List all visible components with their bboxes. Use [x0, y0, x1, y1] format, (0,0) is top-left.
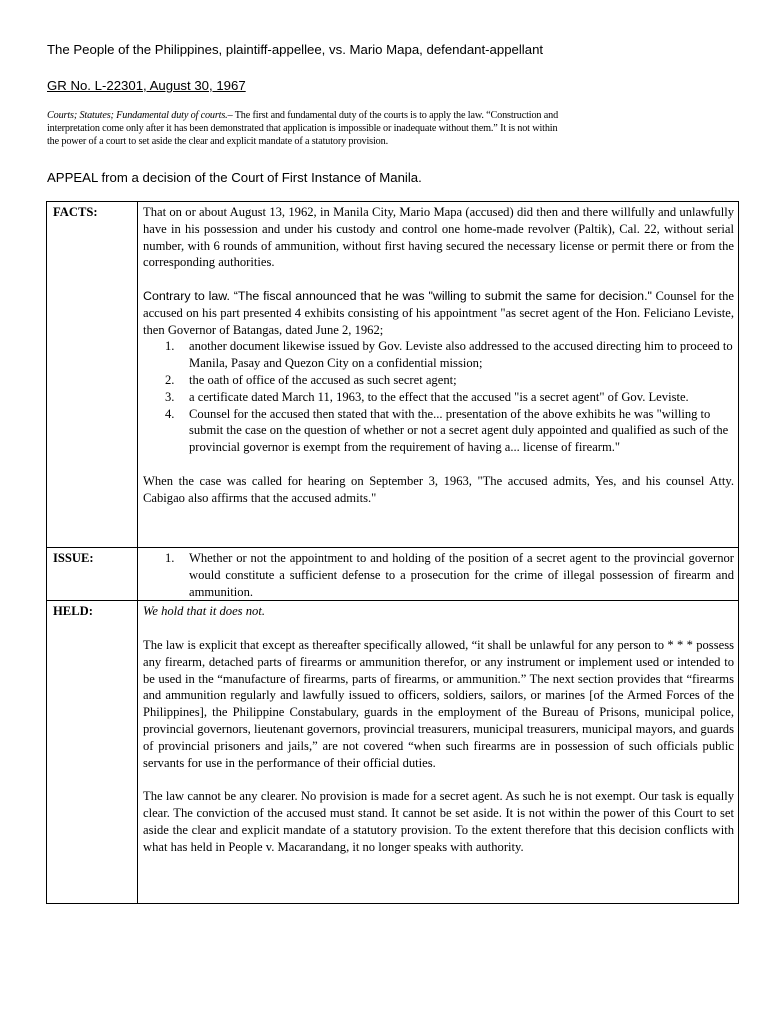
- list-text: the oath of office of the accused as such secret agent;: [189, 372, 457, 387]
- facts-paragraph: When the case was called for hearing on September 3, 1963, "The accused admits, Yes, and his counsel Atty. Cabigao also affirms that the accused admits.": [143, 473, 734, 505]
- issue-body: [138, 548, 739, 601]
- facts-label: FACTS:: [47, 202, 138, 548]
- syllabus-line: [47, 135, 747, 148]
- list-number: 3.: [165, 389, 175, 404]
- list-item: [143, 372, 734, 389]
- held-label: HELD:: [47, 601, 138, 904]
- list-item: [143, 406, 734, 456]
- list-text: another document likewise issued by Gov. Leviste also addressed to the accused directing him to proceed to Manila, Pasay and Quezon City on a confidential mission;: [189, 339, 733, 371]
- list-text: Counsel for the accused then stated that with the... presentation of the above exhibits he was "willing to submit the case on the question of whether or not a secret agent duly appointed and qualified as such of the provincial governor is exempt from the requirement of having a... license of firearm.": [189, 406, 729, 455]
- facts-exhibit-list: [143, 338, 734, 456]
- held-lead: We hold that it does not.: [143, 604, 265, 619]
- facts-paragraph: [143, 288, 734, 338]
- facts-line: Contrary to law. “The fiscal announced that he was "willing to submit the same for decision.": [143, 288, 652, 303]
- table-row-issue: [47, 548, 739, 601]
- list-text: a certificate dated March 11, 1963, to the effect that the accused "is a secret agent" of Gov. Leviste.: [189, 389, 689, 404]
- syllabus-line: [47, 122, 747, 135]
- list-number: 2.: [165, 372, 175, 387]
- issue-label: ISSUE:: [47, 548, 138, 601]
- list-item: [143, 550, 734, 600]
- list-number: 1.: [165, 551, 175, 565]
- list-item: [143, 338, 734, 372]
- syllabus-text: – The first and fundamental duty of the courts is to apply the law. “Construction and: [227, 110, 559, 121]
- held-body: [138, 601, 739, 904]
- syllabus-line: [47, 109, 747, 122]
- syllabus-text: the power of a court to set aside the clear and explicit mandate of a statutory provision.: [47, 136, 388, 147]
- facts-line: Counsel for the accused on his part presented 4 exhibits consisting of his appointment "as secret agent of the Hon. Feliciano Leviste, then Governor of Batangas, dated June 2, 1962;: [143, 288, 734, 337]
- table-row-held: [47, 601, 739, 904]
- list-number: 4.: [165, 406, 175, 421]
- gr-number: GR No. L-22301, August 30, 1967: [47, 78, 246, 93]
- table-row-facts: [47, 202, 739, 548]
- list-text: Whether or not the appointment to and holding of the position of a secret agent to the provincial governor would constitute a sufficient defense to a prosecution for the crime of illegal possession of firearm and ammunition.: [189, 551, 734, 599]
- facts-paragraph: That on or about August 13, 1962, in Manila City, Mario Mapa (accused) did then and there willfully and unlawfully have in his possession and under his custody and control one home-made revolver (Paltik), Cal. 22, without serial number, with 6 rounds of ammunition, without first having secured the necessary license or permit there or from the corresponding authorities.: [143, 205, 734, 270]
- syllabus: [47, 109, 747, 148]
- held-paragraph: The law is explicit that except as thereafter specifically allowed, “it shall be unlawful for any person to * * * possess any firearm, detached parts of firearms or ammunition therefor, or any instrument or implement used or intended to be used in the “manufacture of firearms, parts of firearms, or ammunition.” The next section provides that “firearms and ammunition regularly and lawfully issued to officers, soldiers, sailors, or marines [of the Armed Forces of the Philippines], the Philippine Constabulary, guards in the employment of the Bureau of Prisons, municipal police, provincial governors, lieutenant governors, provincial treasurers, municipal treasurers, municipal mayors, and guards of provincial prisoners and jails,” are not covered “when such firearms are in possession of such officials public servants for use in the performance of their official duties.: [143, 637, 734, 770]
- list-number: 1.: [165, 339, 175, 354]
- issue-list: [143, 550, 734, 600]
- syllabus-text: interpretation come only after it has been demonstrated that application is impossible or inadequate without them.” It is not within: [47, 123, 558, 134]
- list-item: [143, 389, 734, 406]
- syllabus-heading: Courts; Statutes; Fundamental duty of courts.: [47, 110, 228, 121]
- case-title: The People of the Philippines, plaintiff-appellee, vs. Mario Mapa, defendant-appellant: [47, 42, 544, 57]
- case-digest-table: [46, 201, 739, 904]
- held-paragraph: The law cannot be any clearer. No provision is made for a secret agent. As such he is not exempt. Our task is equally clear. The conviction of the accused must stand. It cannot be set aside. It is not within the power of this Court to set aside the clear and explicit mandate of a statutory provision. To the extent therefore that this decision conflicts with what has held in People v. Macarandang, it no longer speaks with authority.: [143, 789, 734, 854]
- facts-body: [138, 202, 739, 548]
- appeal-line: APPEAL from a decision of the Court of First Instance of Manila.: [47, 170, 422, 185]
